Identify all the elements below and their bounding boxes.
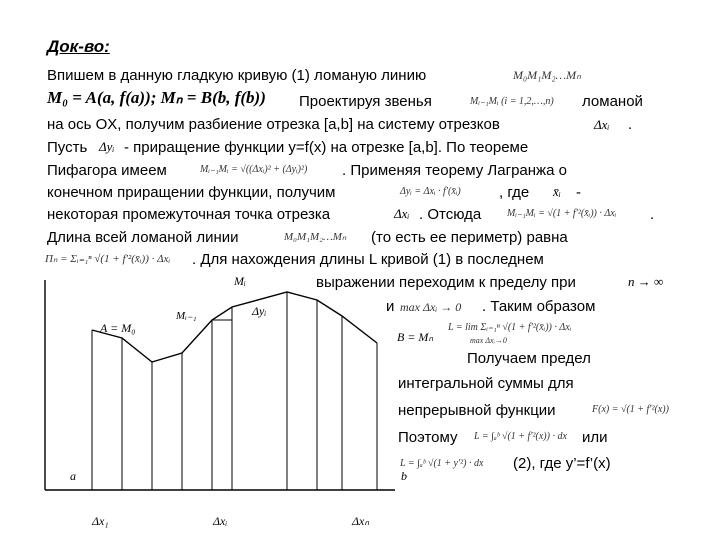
label-b: b [401,469,407,483]
formula-limit-sub: max Δxᵢ→0 [470,336,507,345]
formula-integral-1: L = ∫ₐᵇ √(1 + f′²(x)) · dx [474,431,567,442]
formula-dxi: Δxᵢ [594,117,610,132]
formula-polyline-2: M₀M₁M₂…Mₙ [284,231,347,243]
text-line-3: на ось OX, получим разбиение отрезка [a,b] на систему отрезков [47,116,500,133]
formula-limit: L = lim Σᵢ₌₁ⁿ √(1 + f′²(x̄ᵢ)) · Δxᵢ [448,322,572,333]
text-line-4a: Пусть [47,139,88,156]
formula-integral-2: L = ∫ₐᵇ √(1 + y′²) · dx [400,458,484,469]
text-line-16: (2), где y’=f’(x) [513,455,611,472]
text-line-13: интегральной суммы для [398,375,574,392]
formula-endpoints: M₀ = A(a, f(a)); Mₙ = B(b, f(b)) [47,88,266,107]
formula-perimeter: Пₙ = Σᵢ₌₁ⁿ √(1 + f′²(x̄ᵢ)) · Δxᵢ [45,253,171,265]
text-line-11b: . Таким образом [482,298,596,315]
formula-lagrange: Δyᵢ = Δxᵢ · f′(x̄ᵢ) [400,186,461,197]
text-line-7b: . Отсюда [419,206,482,223]
text-line-15a: Поэтому [398,429,458,446]
text-line-1: Впишем в данную гладкую кривую (1) ломаную линию [47,67,427,84]
proof-title: Док-во: [47,37,110,56]
text-line-11a: и [386,298,395,315]
text-line-5a: Пифагора имеем [47,162,167,179]
text-line-2b: ломаной [582,93,643,110]
formula-links: Mᵢ₋₁Mᵢ (i = 1,2,…,n) [470,96,554,107]
label-a-m0: A = M₀ [100,321,136,335]
label-dyi: Δyᵢ [252,304,267,318]
text-line-9: . Для нахождения длины L кривой (1) в последнем [192,251,544,268]
text-line-6a: конечном приращении функции, получим [47,184,336,201]
text-line-14: непрерывной функции [398,402,556,419]
formula-F: F(x) = √(1 + f′²(x)) [592,404,669,415]
text-line-6c: - [576,184,581,201]
text-line-10: выражении переходим к пределу при [316,274,576,291]
label-b-mn: B = Mₙ [397,330,434,344]
text-line-4b: - приращение функции y=f(x) на отрезке [a,b]. По теореме [124,139,529,156]
text-line-3-dot: . [628,116,633,133]
text-line-7a: некоторая промежуточная точка отрезка [47,206,331,223]
label-dxn: Δxₙ [352,514,370,528]
formula-dxi-2: Δxᵢ [394,206,410,221]
text-line-5b: . Применяя теорему Лагранжа о [342,162,567,179]
label-mi: Mᵢ [234,274,246,288]
formula-link-length: Mᵢ₋₁Mᵢ = √(1 + f′²(x̄ᵢ)) · Δxᵢ [507,208,617,219]
text-line-15b: или [582,429,608,446]
label-mi-1: Mᵢ₋₁ [176,310,197,322]
text-line-8b: (то есть ее периметр) равна [371,229,568,246]
formula-n-to-inf: n → ∞ [628,274,664,289]
text-line-2a: Проектируя звенья [299,93,432,110]
formula-xbar: x̄ᵢ [553,184,561,199]
label-a: a [70,469,76,483]
label-dxi: Δxᵢ [213,514,228,528]
formula-polyline: M₀M₁M₂…Mₙ [513,68,581,82]
label-dx1: Δx₁ [92,514,109,528]
text-line-6b: , где [499,184,530,201]
formula-dyi: Δyᵢ [99,139,115,154]
formula-max-dx: max Δxᵢ → 0 [400,300,462,314]
text-line-8a: Длина всей ломаной линии [47,229,239,246]
formula-pythagoras: Mᵢ₋₁Mᵢ = √((Δxᵢ)² + (Δyᵢ)²) [200,164,308,175]
text-line-12: Получаем предел [467,350,591,367]
text-line-7-dot: . [650,206,655,223]
